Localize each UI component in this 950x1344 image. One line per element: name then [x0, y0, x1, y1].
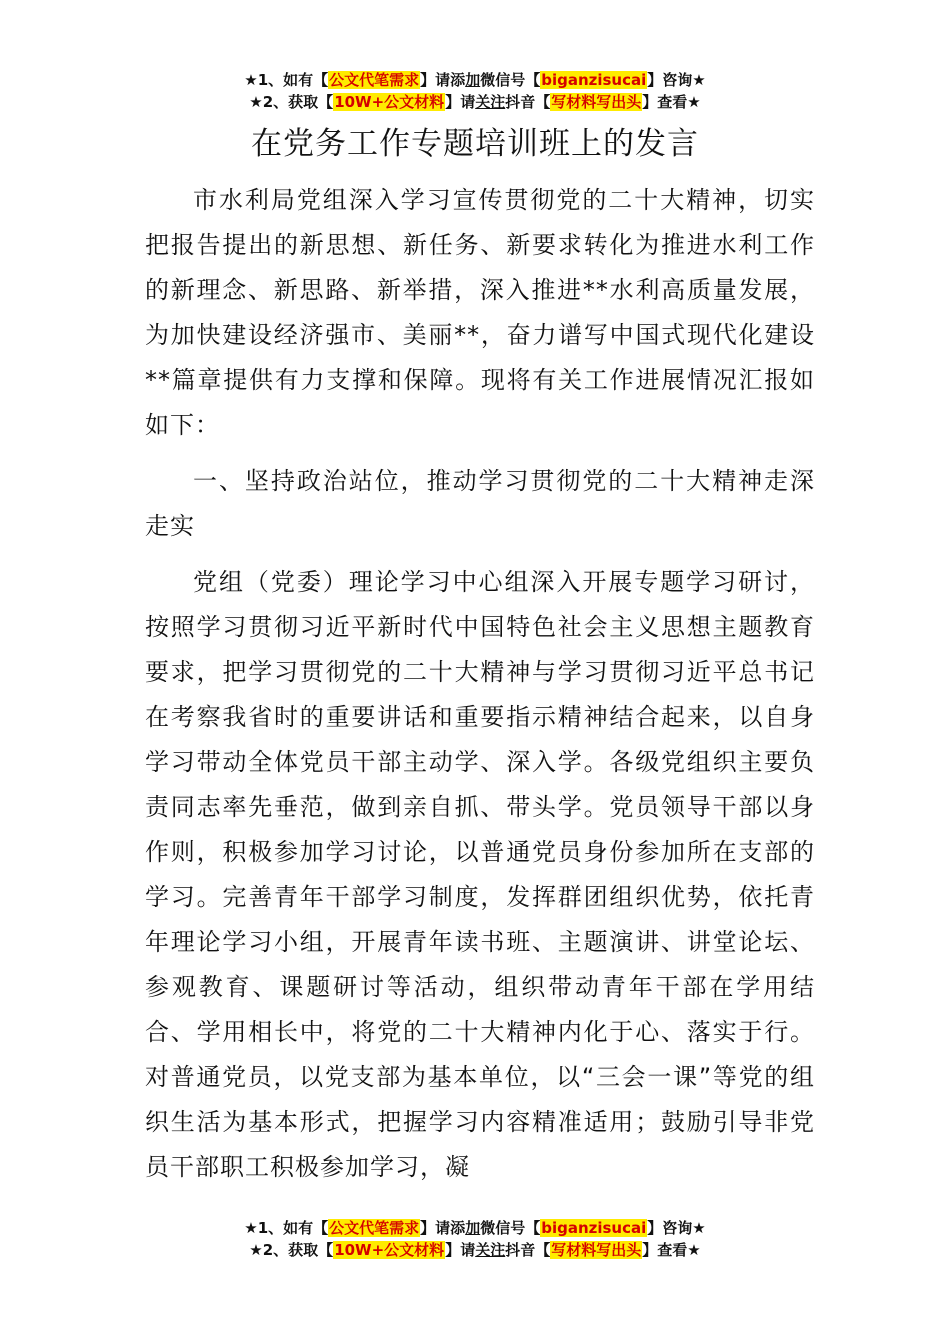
promo-text: ★2、获取【	[249, 93, 334, 111]
promo-text: ★1、如有【	[244, 71, 329, 89]
document-body	[145, 178, 815, 1201]
promo-highlight-douyin: 写材料写出头	[551, 1241, 642, 1259]
promo-text: 】请	[445, 93, 476, 111]
promo-text: 】查看★	[642, 93, 701, 111]
promo-text: 】请添	[420, 1219, 466, 1237]
promo-text: ★2、获取【	[249, 1241, 334, 1259]
paragraph-body: 党组（党委）理论学习中心组深入开展专题学习研讨，按照学习贯彻习近平新时代中国特色社会主义思想主题教育要求，把学习贯彻党的二十大精神与学习贯彻习近平总书记在考察我省时的重要讲话和重要指示精神结合起来，以自身学习带动全体党员干部主动学、深入学。各级党组织主要负责同志率先垂范，做到亲自抓、带头学。党员领导干部以身作则，积极参加学习讨论，以普通党员身份参加所在支部的学习。完善青年干部学习制度，发挥群团组织优势，依托青年理论学习小组，开展青年读书班、主题演讲、讲堂论坛、参观教育、课题研讨等活动，组织带动青年干部在学用结合、学用相长中，将党的二十大精神内化于心、落实于行。对普通党员，以党支部为基本单位，以“三会一课”等党的组织生活为基本形式，把握学习内容精准适用；鼓励引导非党员干部职工积极参加学习，凝	[145, 568, 815, 1181]
promo-text: 】请添	[420, 71, 466, 89]
promo-highlight-wechat-id: biganzisucai	[541, 71, 647, 89]
promo-highlight: 公文代笔需求	[329, 71, 420, 89]
promo-underlined-text: 关注	[475, 93, 506, 111]
promo-line-1	[0, 69, 950, 91]
promo-line-2	[0, 91, 950, 113]
promo-highlight-douyin: 写材料写出头	[551, 93, 642, 111]
promo-text: 抖音【	[505, 1241, 551, 1259]
promo-text: 微信号【	[480, 71, 541, 89]
promo-banner-top	[0, 69, 950, 113]
promo-underlined-text: 加	[465, 71, 481, 89]
promo-line-1	[0, 1217, 950, 1239]
section-heading: 一、坚持政治站位，推动学习贯彻党的二十大精神走深走实	[145, 467, 815, 540]
promo-highlight-wechat-id: biganzisucai	[541, 1219, 647, 1237]
promo-text: 】查看★	[642, 1241, 701, 1259]
promo-text: 微信号【	[480, 1219, 541, 1237]
promo-text: ★1、如有【	[244, 1219, 329, 1237]
promo-highlight: 10W+公文材料	[334, 1241, 445, 1259]
document-title: 在党务工作专题培训班上的发言	[251, 126, 699, 162]
promo-text: 】咨询★	[647, 1219, 706, 1237]
promo-underlined-text: 关注	[475, 1241, 506, 1259]
promo-text: 抖音【	[505, 93, 551, 111]
promo-highlight: 10W+公文材料	[334, 93, 445, 111]
promo-banner-bottom	[0, 1217, 950, 1261]
promo-line-2	[0, 1239, 950, 1261]
promo-underlined-text: 加	[465, 1219, 481, 1237]
promo-highlight: 公文代笔需求	[329, 1219, 420, 1237]
promo-text: 】请	[445, 1241, 476, 1259]
promo-text: 】咨询★	[647, 71, 706, 89]
paragraph-intro: 市水利局党组深入学习宣传贯彻党的二十大精神，切实把报告提出的新思想、新任务、新要求转化为推进水利工作的新理念、新思路、新举措，深入推进**水利高质量发展，为加快建设经济强市、美丽**，奋力谱写中国式现代化建设**篇章提供有力支撑和保障。现将有关工作进展情况汇报如如下：	[145, 186, 815, 439]
